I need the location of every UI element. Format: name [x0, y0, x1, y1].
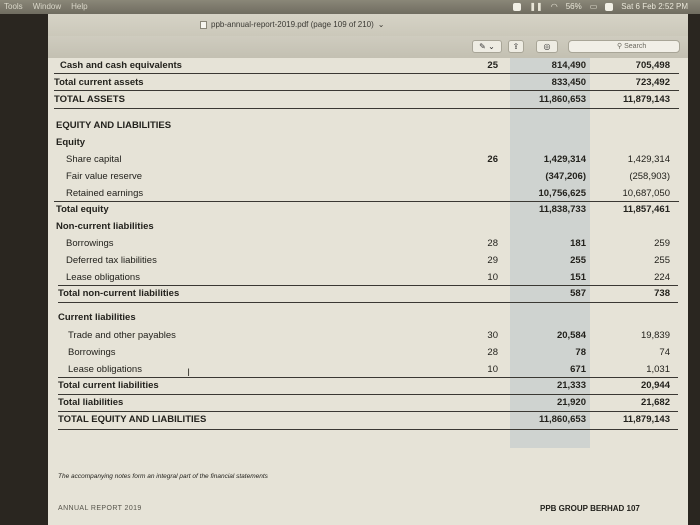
pause-icon[interactable]: ❚❚ [529, 2, 543, 11]
row-lease-noncurrent [48, 272, 688, 286]
row-total-equity [48, 204, 688, 218]
value-2019: 814,490 [551, 60, 586, 71]
value-2019: 255 [570, 255, 586, 266]
value-2019: 11,860,653 [538, 94, 586, 105]
pdf-document-icon [200, 21, 207, 29]
divider [58, 411, 678, 412]
current-liabilities-heading: Current liabilities [58, 312, 136, 323]
value-2019: 78 [575, 347, 586, 358]
row-fair-value-reserve [48, 171, 688, 185]
value-2019: 20,584 [556, 330, 586, 341]
value-2019: 1,429,314 [543, 154, 586, 165]
row-label: Total non-current liabilities [58, 288, 180, 299]
status-app-icon[interactable] [513, 3, 521, 11]
row-label: Deferred tax liabilities [66, 255, 157, 266]
value-2018: 705,498 [635, 60, 670, 71]
value-2018: 224 [654, 272, 670, 283]
row-borrowings-current [48, 347, 688, 361]
value-2018: 1,429,314 [627, 154, 670, 165]
value-2019: 671 [570, 364, 586, 375]
row-total-noncurrent [48, 288, 688, 302]
row-note: 28 [487, 347, 498, 358]
divider [58, 377, 678, 378]
row-deferred-tax [48, 255, 688, 269]
search-input[interactable]: ⚲ Search [568, 40, 680, 53]
value-2018: 259 [654, 238, 670, 249]
footer-report-label: ANNUAL REPORT 2019 [58, 505, 142, 512]
divider [54, 108, 679, 109]
value-2018: 738 [654, 288, 670, 299]
title-bar [48, 14, 688, 36]
display-icon[interactable] [605, 3, 613, 11]
value-2018: 723,492 [635, 77, 670, 88]
value-2019: 833,450 [551, 77, 586, 88]
battery-icon[interactable]: ▭ [589, 2, 598, 11]
value-2019: 11,838,733 [538, 204, 586, 215]
menu-tools[interactable]: Tools [4, 2, 23, 11]
value-2019: 587 [570, 288, 586, 299]
share-button[interactable]: ⇪ [508, 40, 524, 53]
battery-percent[interactable]: 56% [565, 2, 582, 11]
equity-liabilities-heading: EQUITY AND LIABILITIES [56, 120, 172, 131]
row-trade-payables [48, 330, 688, 344]
row-label: TOTAL ASSETS [54, 94, 125, 105]
clock[interactable]: Sat 6 Feb 2:52 PM [621, 2, 688, 11]
row-label: Borrowings [68, 347, 116, 358]
row-label: Borrowings [66, 238, 114, 249]
row-note: 10 [487, 272, 498, 283]
row-note: 26 [487, 154, 498, 165]
row-total-current-liabilities [48, 380, 688, 394]
value-2019: 11,860,653 [538, 414, 586, 425]
value-2019: 10,756,625 [538, 188, 586, 199]
value-2018: (258,903) [629, 171, 670, 182]
value-2018: 11,879,143 [622, 94, 670, 105]
menu-bar [0, 0, 700, 14]
search-icon: ⚲ [617, 43, 625, 50]
menu-help[interactable]: Help [71, 2, 88, 11]
row-retained-earnings [48, 188, 688, 202]
value-2018: 19,839 [640, 330, 670, 341]
row-total-current-assets [48, 77, 688, 91]
value-2018: 20,944 [640, 380, 670, 391]
markup-pen-button[interactable]: ✎ ⌄ [472, 40, 502, 53]
value-2018: 74 [659, 347, 670, 358]
row-cash [48, 60, 688, 74]
row-label: TOTAL EQUITY AND LIABILITIES [58, 414, 207, 425]
row-note: 10 [487, 364, 498, 375]
row-borrowings-noncurrent [48, 238, 688, 252]
value-2018: 1,031 [646, 364, 670, 375]
row-label: Total liabilities [58, 397, 124, 408]
pdf-page [48, 58, 688, 525]
row-note: 29 [487, 255, 498, 266]
divider [58, 302, 678, 303]
wifi-icon[interactable]: ◠ [550, 2, 558, 11]
row-total-assets [48, 94, 688, 108]
row-total-equity-liabilities [48, 414, 688, 428]
footer-page-label: PPB GROUP BERHAD 107 [540, 504, 640, 513]
row-label: Lease obligations [68, 364, 142, 375]
value-2019: 151 [570, 272, 586, 283]
value-2018: 21,682 [640, 397, 670, 408]
toolbar [48, 36, 688, 58]
row-note: 30 [487, 330, 498, 341]
value-2019: 21,920 [556, 397, 586, 408]
noncurrent-liabilities-heading: Non-current liabilities [56, 221, 154, 232]
row-label: Retained earnings [66, 188, 144, 199]
text-cursor-icon: I [187, 367, 191, 379]
row-total-liabilities [48, 397, 688, 411]
chevron-down-icon[interactable]: ⌄ [377, 20, 385, 29]
annotate-button[interactable]: ◎ [536, 40, 558, 53]
value-2019: 181 [570, 238, 586, 249]
footer-note: The accompanying notes form an integral part of the financial statements [58, 473, 268, 480]
value-2018: 11,857,461 [622, 204, 670, 215]
value-2019: 21,333 [556, 380, 586, 391]
divider [58, 394, 678, 395]
value-2018: 11,879,143 [622, 414, 670, 425]
preview-window [48, 14, 688, 525]
row-note: 28 [487, 238, 498, 249]
row-label: Trade and other payables [68, 330, 176, 341]
row-label: Total current liabilities [58, 380, 159, 391]
row-label: Share capital [66, 154, 122, 165]
row-label: Lease obligations [66, 272, 140, 283]
divider [54, 201, 679, 202]
divider [58, 429, 678, 430]
row-label: Total equity [56, 204, 109, 215]
value-2018: 10,687,050 [622, 188, 670, 199]
row-note: 25 [487, 60, 498, 71]
row-label: Total current assets [54, 77, 144, 88]
value-2018: 255 [654, 255, 670, 266]
row-lease-current [48, 364, 688, 378]
divider [54, 90, 679, 91]
row-label: Fair value reserve [66, 171, 143, 182]
menu-window[interactable]: Window [32, 2, 62, 11]
value-2019: (347,206) [545, 171, 586, 182]
equity-heading: Equity [56, 137, 86, 148]
divider [58, 285, 678, 286]
window-title[interactable]: ppb-annual-report-2019.pdf (page 109 of 210) [211, 20, 374, 29]
divider [54, 73, 679, 74]
row-share-capital [48, 154, 688, 168]
row-label: Cash and cash equivalents [60, 60, 182, 71]
